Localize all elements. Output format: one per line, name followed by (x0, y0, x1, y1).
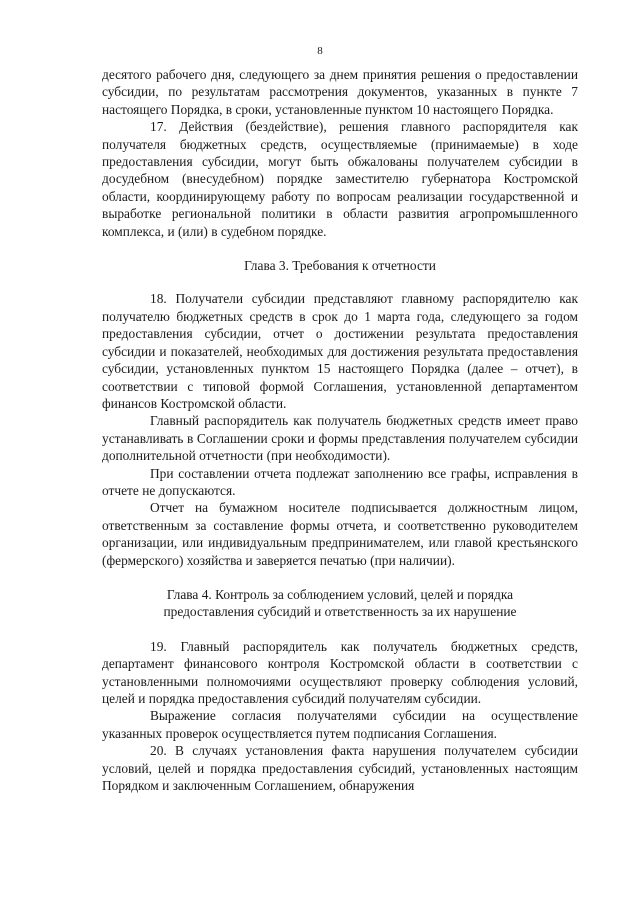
paragraph-20: 20. В случаях установления факта нарушения получателем субсидии условий, целей и порядка предоставления субсидий, установленных настоящим Порядком и заключенным Соглашением, обнаружения (102, 743, 578, 794)
paragraph-18: 18. Получатели субсидии представляют главному распорядителю как получателю бюджетных средств в срок до 1 марта года, следующего за годом предоставления субсидии, отчет о достижении результата предоставления субсидии и показателей, необходимых для достижения результата предоставления субсидии, установленных пунктом 15 настоящего Порядка (далее – отчет), в соответствии с типовой формой Соглашения, установленной департаментом финансов Костромской области. (102, 291, 578, 411)
paragraph-19-consent: Выражение согласия получателями субсидии на осуществление указанных проверок осуществляется путем подписания Соглашения. (102, 708, 578, 741)
paragraph-18-signature: Отчет на бумажном носителе подписывается должностным лицом, ответственным за составление формы отчета, и соответственно руководителем организации, или индивидуальным предпринимателем, или главой крестьянского (фермерского) хозяйства и заверяется печатью (при наличии). (102, 500, 578, 568)
chapter-4-heading (102, 586, 578, 621)
paragraph-18-additional-reporting: Главный распорядитель как получатель бюджетных средств имеет право устанавливать в Соглашении сроки и формы представления получателем субсидии дополнительной отчетности (при необходимости). (102, 413, 578, 464)
chapter-4-heading-line-2: предоставления субсидий и ответственность за их нарушение (163, 604, 517, 620)
paragraph-intro: десятого рабочего дня, следующего за днем принятия решения о предоставлении субсидии, по результатам рассмотрения документов, указанных в пункте 7 настоящего Порядка, в сроки, установленные пунктом 10 настоящего Порядка. (102, 67, 578, 117)
paragraph-18-filling-rules: При составлении отчета подлежат заполнению все графы, исправления в отчете не допускаются. (102, 465, 578, 498)
chapter-3-heading: Глава 3. Требования к отчетности (244, 258, 436, 274)
paragraph-19: 19. Главный распорядитель как получатель бюджетных средств, департамент финансового контроля Костромской области в соответствии с установленными полномочиями осуществляют проверку соблюдения условий, целей и порядка предоставления субсидий получателям субсидии. (102, 638, 578, 706)
document-body (102, 66, 578, 794)
chapter-4-heading-line-1: Глава 4. Контроль за соблюдением условий, целей и порядка (166, 586, 514, 602)
paragraph-17: 17. Действия (бездействие), решения главного распорядителя как получателя бюджетных средств, осуществляемые (принимаемые) в ходе предоставления субсидии, могут быть обжалованы получателем субсидии в досудебном (внесудебном) порядке заместителю губернатора Костромской области, координирующему работу по вопросам реализации государственной и выработке региональной политики в области развития агропромышленного комплекса, и (или) в судебном порядке. (102, 119, 578, 239)
page-number: 8 (317, 45, 323, 57)
